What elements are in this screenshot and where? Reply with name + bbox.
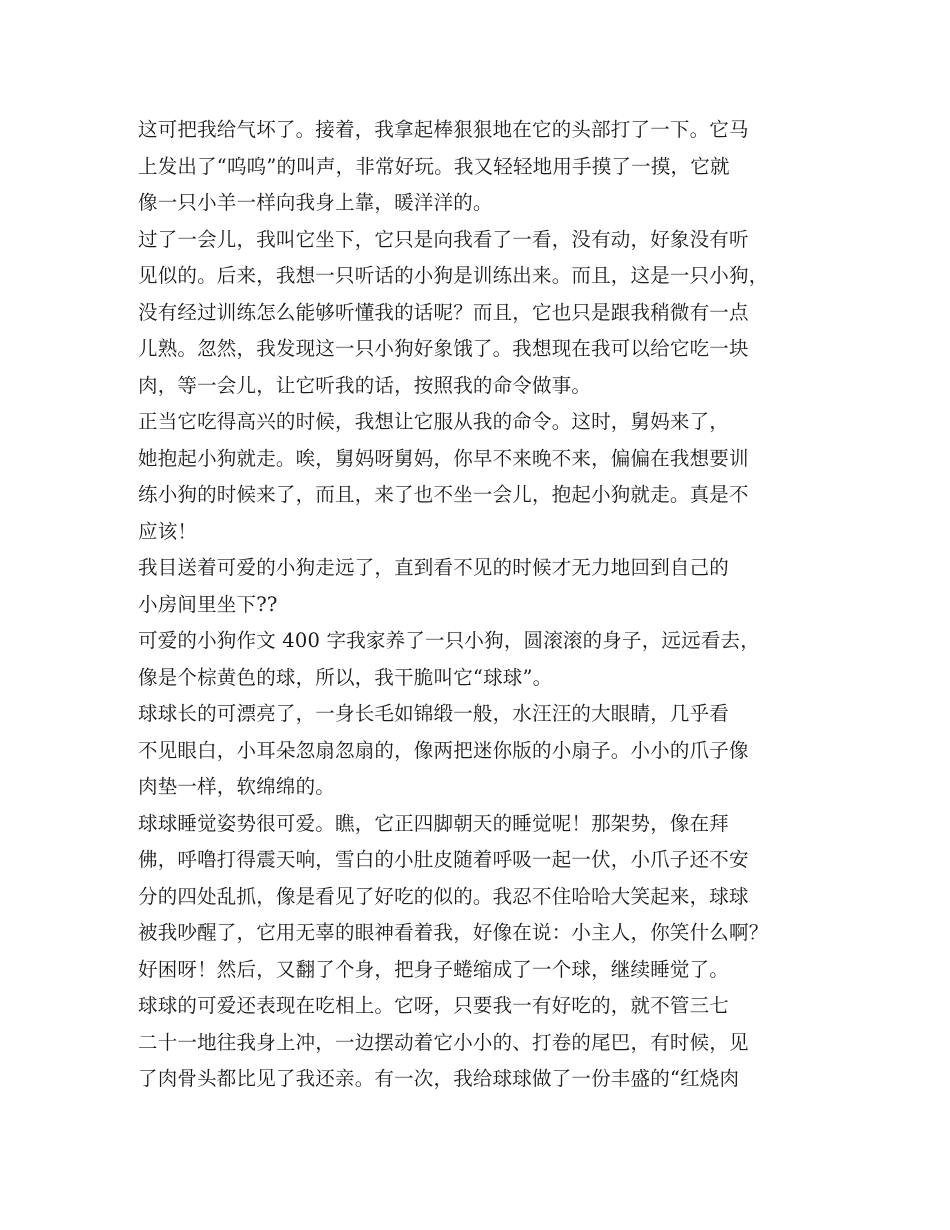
text-line: 她抱起小狗就走。唉，舅妈呀舅妈，你早不来晚不来，偏偏在我想要训: [138, 446, 749, 470]
text-line: 可爱的小狗作文 400 字我家养了一只小狗，圆滚滚的身子，远远看去，: [138, 629, 760, 652]
text-line: 肉，等一会儿，让它听我的话，按照我的命令做事。: [138, 373, 592, 397]
text-line: 练小狗的时候来了，而且，来了也不坐一会儿，抱起小狗就走。真是不: [138, 483, 749, 506]
text-line: 正当它吃得高兴的时候，我想让它服从我的命令。这时，舅妈来了，: [138, 410, 730, 433]
text-line: 不见眼白，小耳朵忽扇忽扇的，像两把迷你版的小扇子。小小的爪子像: [138, 738, 749, 762]
text-line: 没有经过训练怎么能够听懂我的话呢？而且，它也只是跟我稍微有一点: [138, 300, 749, 324]
text-line: 应该！: [138, 519, 198, 543]
text-line: 好困呀！然后，又翻了个身，把身子蜷缩成了一个球，继续睡觉了。: [138, 957, 730, 981]
text-line: 被我吵醒了，它用无辜的眼神看着我，好像在说：小主人，你笑什么啊？: [138, 921, 769, 944]
text-line: 球球长的可漂亮了，一身长毛如锦缎一般，水汪汪的大眼睛，几乎看: [138, 702, 730, 725]
text-line: 小房间里坐下??: [138, 592, 278, 616]
document-body: [138, 112, 828, 1098]
text-line: 过了一会儿，我叫它坐下，它只是向我看了一看，没有动，好象没有听: [138, 227, 749, 251]
text-line: 分的四处乱抓，像是看见了好吃的似的。我忍不住哈哈大笑起来，球球: [138, 884, 749, 908]
text-line: 了肉骨头都比见了我还亲。有一次，我给球球做了一份丰盛的“红烧肉: [138, 1067, 740, 1090]
text-line: 球球的可爱还表现在吃相上。它呀，只要我一有好吃的，就不管三七: [138, 994, 730, 1017]
text-line: 我目送着可爱的小狗走远了，直到看不见的时候才无力地回到自己的: [138, 556, 730, 579]
text-line: 上发出了“呜呜”的叫声，非常好玩。我又轻轻地用手摸了一摸，它就: [138, 154, 730, 178]
text-line: 像一只小羊一样向我身上靠，暖洋洋的。: [138, 191, 493, 214]
text-line: 二十一地往我身上冲，一边摆动着它小小的、打卷的尾巴，有时候，见: [138, 1030, 749, 1054]
text-line: 见似的。后来，我想一只听话的小狗是训练出来。而且，这是一只小狗，: [138, 264, 769, 287]
text-line: 像是个棕黄色的球，所以，我干脆叫它“球球”。: [138, 665, 553, 689]
text-line: 儿熟。忽然，我发现这一只小狗好象饿了。我想现在我可以给它吃一块: [138, 337, 749, 360]
text-line: 这可把我给气坏了。接着，我拿起棒狠狠地在它的头部打了一下。它马: [138, 118, 749, 141]
text-line: 肉垫一样，软绵绵的。: [138, 775, 336, 798]
text-line: 佛，呼噜打得震天响，雪白的小肚皮随着呼吸一起一伏，小爪子还不安: [138, 848, 749, 871]
text-line: 球球睡觉姿势很可爱。瞧，它正四脚朝天的睡觉呢！那架势，像在拜: [138, 811, 730, 835]
